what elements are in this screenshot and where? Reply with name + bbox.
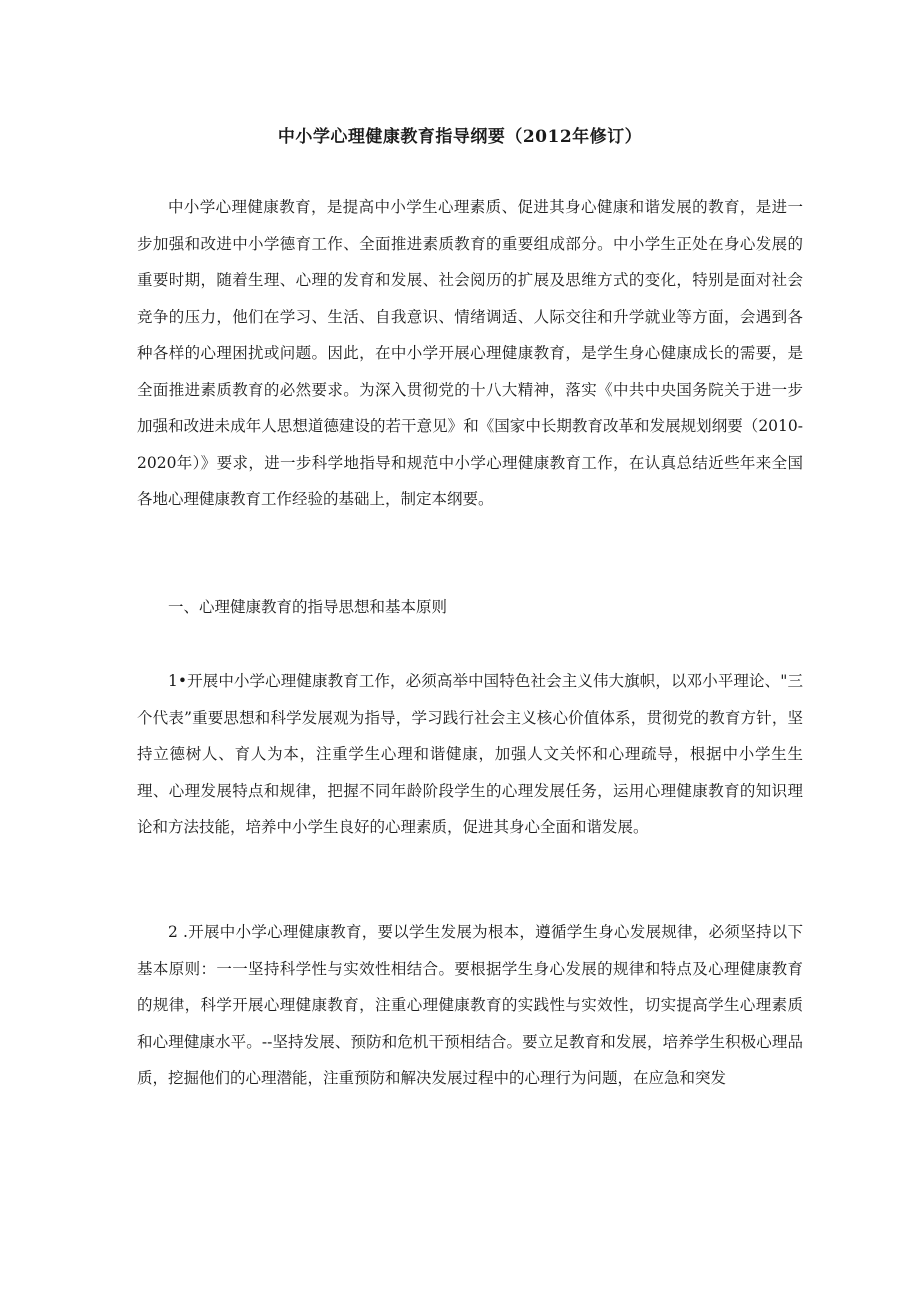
principle-paragraph-2: 2 .开展中小学心理健康教育，要以学生发展为根本，遵循学生身心发展规律，必须坚持以下基本原则：一一坚持科学性与实效性相结合。要根据学生身心发展的规律和特点及心理健康教育的规律，科学开展心理健康教育，注重心理健康教育的实践性与实效性，切实提高学生心理素质和心理健康水平。--坚持发展、预防和危机干预相结合。要立足教育和发展，培养学生积极心理品质，挖掘他们的心理潜能，注重预防和解决发展过程中的心理行为问题，在应急和突发 — [137, 923, 803, 1087]
document-title: 中小学心理健康教育指导纲要（2012年修订） — [277, 127, 643, 147]
principle-paragraph-1: 1•开展中小学心理健康教育工作，必须高举中国特色社会主义伟大旗帜，以邓小平理论、"三个代表”重要思想和科学发展观为指导，学习践行社会主义核心价值体系，贯彻党的教育方针，坚持立德树人、育人为本，注重学生心理和谐健康，加强人文关怀和心理疏导，根据中小学生生理、心理发展特点和规律，把握不同年龄阶段学生的心理发展任务，运用心理健康教育的知识理论和方法技能，培养中小学生良好的心理素质，促进其身心全面和谐发展。 — [137, 672, 803, 836]
section-heading: 一、心理健康教育的指导思想和基本原则 — [168, 598, 448, 616]
intro-paragraph: 中小学心理健康教育，是提高中小学生心理素质、促进其身心健康和谐发展的教育，是进一步加强和改进中小学德育工作、全面推进素质教育的重要组成部分。中小学生正处在身心发展的重要时期，随着生理、心理的发育和发展、社会阅历的扩展及思维方式的变化，特别是面对社会竞争的压力，他们在学习、生活、自我意识、情绪调适、人际交往和升学就业等方面，会遇到各种各样的心理困扰或问题。因此，在中小学开展心理健康教育，是学生身心健康成长的需要，是全面推进素质教育的必然要求。为深入贯彻党的十八大精神，落实《中共中央国务院关于进一步加强和改进未成年人思想道德建设的若干意见》和《国家中长期教育改革和发展规划纲要（2010-2020年）》要求，进一步科学地指导和规范中小学心理健康教育工作，在认真总结近些年来全国各地心理健康教育工作经验的基础上，制定本纲要。 — [137, 198, 803, 508]
